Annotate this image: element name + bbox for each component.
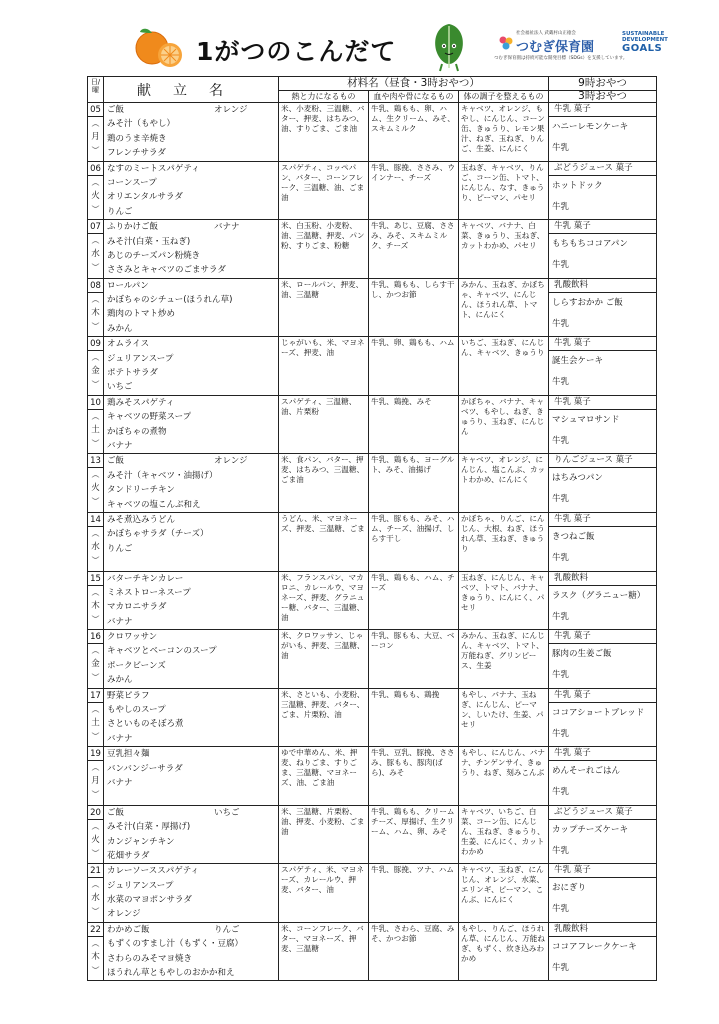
menu-cell: [104, 864, 279, 923]
bracket-top: ︵: [91, 236, 100, 246]
menu-row: [88, 337, 657, 396]
date-cell: [88, 220, 104, 279]
afternoon-drink: 牛乳: [552, 143, 570, 153]
menu-item: ご飯 オレンジ: [104, 103, 278, 117]
condition-ingredients: かぼちゃ、りんご、にんじん、大根、ねぎ、ほうれん草、玉ねぎ、きゅうり: [459, 512, 549, 571]
afternoon-snack: もちもちココアパン: [552, 239, 628, 250]
body-ingredients: 牛乳、鶏もも、クリームチーズ、厚揚げ、生クリーム、ハム、卵、みそ: [369, 805, 459, 864]
afternoon-drink: 牛乳: [552, 728, 570, 739]
energy-ingredients: スパゲティ、三温糖、油、片栗粉: [279, 395, 369, 454]
menu-item: ご飯 オレンジ: [104, 454, 278, 468]
menu-item: みそ汁（キャベツ・油揚げ）: [107, 470, 218, 481]
menu-row: [88, 571, 657, 630]
morning-snack: 牛乳 菓子: [549, 747, 656, 761]
weekday: 火: [91, 190, 100, 201]
bracket-bottom: ︶: [91, 380, 100, 390]
condition-ingredients: かぼちゃ、バナナ、キャベツ、もやし、ねぎ、きゅうり、玉ねぎ、にんじん: [459, 395, 549, 454]
condition-ingredients: みかん、玉ねぎ、かぼちゃ、キャベツ、にんじん、ほうれん草、トマト、にんにく: [459, 278, 549, 337]
condition-ingredients: みかん、玉ねぎ、にんじん、キャベツ、トマト、万能ねぎ、グリンピース、生姜: [459, 630, 549, 689]
menu-cell: [104, 454, 279, 513]
menu-cell: [104, 161, 279, 220]
menu-item: みかん: [107, 323, 133, 334]
afternoon-drink: 牛乳: [552, 962, 570, 973]
condition-ingredients: キャベツ、オレンジ、もやし、にんじん、コーン缶、きゅうり、レモン果汁、ねぎ、玉ねぎ、りんご、生姜、にんにく: [459, 103, 549, 162]
condition-ingredients: キャベツ、バナナ、白菜、きゅうり、玉ねぎ、カットわかめ、パセリ: [459, 220, 549, 279]
body-ingredients: 牛乳、豚もも、みそ、ハム、チーズ、油揚げ、しらす干し: [369, 512, 459, 571]
weekday: 土: [91, 717, 100, 728]
bracket-bottom: ︶: [91, 673, 100, 683]
body-ingredients: 牛乳、鶏挽、みそ: [369, 395, 459, 454]
condition-ingredients: キャベツ、オレンジ、にんじん、塩こんぶ、カットわかめ、にんにく: [459, 454, 549, 513]
snack-cell: [549, 220, 657, 279]
menu-row: [88, 454, 657, 513]
snack-cell: [549, 747, 657, 806]
date-cell: [88, 161, 104, 220]
date-cell: [88, 805, 104, 864]
menu-row: [88, 512, 657, 571]
date-cell: [88, 922, 104, 981]
menu-item: 豆乳担々麺: [107, 749, 150, 760]
energy-ingredients: 米、さといも、小麦粉、三温糖、押麦、バター、ごま、片栗粉、油: [279, 688, 369, 747]
menu-cell: [104, 922, 279, 981]
menu-item: りんご: [107, 206, 133, 217]
bracket-bottom: ︶: [91, 497, 100, 507]
bracket-top: ︵: [91, 938, 100, 948]
date-cell: [88, 103, 104, 162]
energy-ingredients: ゆで中華めん、米、押麦、ねりごま、すりごま、三温糖、マヨネーズ、油、ごま油: [279, 747, 369, 806]
menu-item: オムライス: [107, 339, 150, 350]
menu-item: りんご: [107, 543, 133, 554]
menu-row: [88, 103, 657, 162]
menu-item: バンバンジーサラダ: [107, 763, 183, 774]
menu-item: ささみとキャベツのごまサラダ: [107, 265, 226, 276]
menu-item: 野菜ピラフ: [107, 690, 150, 701]
bracket-bottom: ︶: [91, 907, 100, 917]
bracket-top: ︵: [91, 411, 100, 421]
menu-cell: [104, 571, 279, 630]
morning-snack: 牛乳 菓子: [549, 220, 656, 234]
bracket-top: ︵: [91, 294, 100, 304]
menu-item: みそ煮込みうどん: [107, 514, 176, 525]
snack-cell: [549, 922, 657, 981]
energy-ingredients: じゃがいも、米、マヨネーズ、押麦、油: [279, 337, 369, 396]
org-parent-name: 社会福祉法人 武蔵村山正徳会: [516, 31, 576, 36]
date-cell: [88, 278, 104, 337]
menu-item: バナナ: [107, 440, 133, 451]
snack-cell: [549, 278, 657, 337]
condition-ingredients: もやし、りんご、ほうれん草、にんじん、万能ねぎ、もずく、炊き込みわかめ: [459, 922, 549, 981]
bracket-top: ︵: [91, 470, 100, 480]
menu-item: ジュリアンスープ: [107, 880, 174, 891]
body-ingredients: 牛乳、豆乳、豚挽、ささみ、豚もも、豚肉(ばら)、みそ: [369, 747, 459, 806]
menu-cell: [104, 805, 279, 864]
weekday: 木: [91, 951, 100, 962]
body-ingredients: 牛乳、鶏もも、しらす干し、かつお節: [369, 278, 459, 337]
morning-snack: 牛乳 菓子: [549, 396, 656, 410]
afternoon-snack: ホットドック: [552, 180, 603, 191]
menu-item: 鶏肉のトマト炒め: [107, 309, 176, 320]
menu-item: マカロニサラダ: [107, 602, 167, 613]
date-cell: [88, 512, 104, 571]
bracket-top: ︵: [91, 704, 100, 714]
day-number: 10: [88, 396, 103, 410]
bracket-bottom: ︶: [91, 263, 100, 273]
energy-ingredients: 米、コーンフレーク、バター、マヨネーズ、押麦、三温糖: [279, 922, 369, 981]
menu-item: もやしのスープ: [107, 705, 166, 716]
afternoon-drink: 牛乳: [552, 611, 570, 622]
menu-item: ふりかけご飯 バナナ: [104, 220, 278, 234]
snack-cell: [549, 454, 657, 513]
menu-item: 鶏のうま辛焼き: [107, 133, 167, 144]
date-cell: [88, 864, 104, 923]
day-number: 17: [88, 689, 103, 703]
afternoon-drink: 牛乳: [552, 670, 570, 681]
bracket-top: ︵: [91, 119, 100, 128]
afternoon-snack: おにぎり: [552, 883, 587, 894]
day-number: 13: [88, 454, 103, 468]
body-ingredients: 牛乳、さわら、豆腐、みそ、かつお節: [369, 922, 459, 981]
morning-snack: 牛乳 菓子: [549, 103, 656, 117]
weekday: 木: [91, 307, 100, 318]
morning-snack: 乳酸飲料: [549, 572, 656, 586]
condition-ingredients: キャベツ、いちご、白菜、コーン缶、にんじん、玉ねぎ、きゅうり、生姜、にんにく、カットわかめ: [459, 805, 549, 864]
menu-item: カレーソーススパゲティ: [107, 866, 200, 877]
morning-snack: 牛乳 菓子: [549, 513, 656, 527]
morning-snack: 牛乳 菓子: [549, 864, 656, 878]
condition-ingredients: もやし、にんじん、バナナ、チンゲンサイ、きゅうり、ねぎ、刻みこんぶ: [459, 747, 549, 806]
menu-item: [104, 556, 278, 570]
menu-item: バナナ: [107, 777, 133, 788]
afternoon-snack: ココアショートブレッド: [552, 707, 645, 718]
organization-logo: [494, 30, 674, 66]
bracket-top: ︵: [91, 880, 100, 890]
bracket-bottom: ︶: [91, 731, 100, 741]
morning-snack: 乳酸飲料: [549, 279, 656, 293]
date-cell: [88, 454, 104, 513]
day-number: 20: [88, 806, 103, 820]
date-cell: [88, 747, 104, 806]
menu-header: 献立名: [104, 77, 279, 103]
body-ingredients: 牛乳、豚挽、ささみ、ウインナー、チーズ: [369, 161, 459, 220]
orange-icon: [132, 24, 184, 70]
menu-item: ご飯 いちご: [104, 806, 278, 820]
menu-item: 水菜のマヨポンサラダ: [107, 895, 192, 906]
menu-item: キャベツとベーコンのスープ: [107, 646, 217, 657]
menu-item: ポテトサラダ: [107, 368, 158, 379]
menu-cell: [104, 512, 279, 571]
menu-item: ロールパン: [107, 280, 149, 291]
menu-row: [88, 922, 657, 981]
body-ingredients: 牛乳、あじ、豆腐、ささみ、みそ、スキムミルク、チーズ: [369, 220, 459, 279]
body-ingredients: 牛乳、鶏もも、鶏挽: [369, 688, 459, 747]
tsumugi-logo-icon: [497, 34, 515, 52]
page-header: [0, 0, 719, 76]
date-cell: [88, 571, 104, 630]
energy-header: 熱と力になるもの: [279, 91, 369, 103]
menu-item: キャベツの野菜スープ: [107, 412, 192, 423]
menu-item: タンドリーチキン: [107, 485, 175, 496]
body-ingredients: 牛乳、鶏もも、ハム、チーズ: [369, 571, 459, 630]
menu-item: [104, 790, 278, 804]
snack-cell: [549, 805, 657, 864]
day-number: 15: [88, 572, 103, 586]
bracket-bottom: ︶: [91, 321, 100, 331]
condition-ingredients: いちご、玉ねぎ、にんじん、キャベツ、きゅうり: [459, 337, 549, 396]
menu-item: ほうれん草ともやしのおかか和え: [107, 968, 235, 979]
afternoon-drink: 牛乳: [552, 494, 570, 505]
snack-cell: [549, 395, 657, 454]
menu-cell: [104, 630, 279, 689]
afternoon-drink: 牛乳: [552, 318, 570, 329]
menu-cell: [104, 103, 279, 162]
energy-ingredients: スパゲティ、米、マヨネーズ、カレールウ、押麦、バター、油: [279, 864, 369, 923]
afternoon-snack: しらすおかか ご飯: [552, 297, 623, 308]
afternoon-snack: マシュマロサンド: [552, 414, 620, 425]
menu-item: かぼちゃの煮物: [107, 426, 167, 437]
date-cell: [88, 630, 104, 689]
morning-snack: ぶどうジュース 菓子: [549, 806, 656, 820]
afternoon-drink: 牛乳: [552, 552, 570, 563]
snack3-header: 3時おやつ: [549, 91, 657, 103]
afternoon-snack: ハニーレモンケーキ: [552, 122, 629, 132]
bracket-bottom: ︶: [91, 790, 100, 800]
weekday: 火: [91, 834, 100, 845]
menu-row: [88, 220, 657, 279]
bracket-top: ︵: [91, 353, 100, 363]
bracket-top: ︵: [91, 587, 100, 597]
menu-item: バナナ: [107, 733, 133, 744]
date-cell: [88, 688, 104, 747]
afternoon-drink: 牛乳: [552, 904, 570, 915]
menu-row: [88, 278, 657, 337]
menu-item: バターチキンカレー: [107, 573, 184, 584]
weekday: 水: [91, 893, 100, 904]
energy-ingredients: うどん、米、マヨネーズ、押麦、三温糖、ごま: [279, 512, 369, 571]
morning-snack: 牛乳 菓子: [549, 689, 656, 703]
body-ingredients: 牛乳、豚もも、大豆、ベーコン: [369, 630, 459, 689]
bracket-bottom: ︶: [91, 848, 100, 858]
bracket-top: ︵: [91, 646, 100, 656]
menu-item: キャベツの塩こんぶ和え: [107, 499, 201, 510]
menu-item: バナナ: [107, 616, 133, 627]
day-number: 14: [88, 513, 103, 527]
weekday: 月: [91, 776, 100, 787]
day-number: 05: [88, 103, 103, 117]
afternoon-drink: 牛乳: [552, 201, 570, 212]
page-title: 1がつのこんだて: [196, 37, 397, 66]
day-number: 06: [88, 162, 103, 176]
energy-ingredients: 米、クロワッサン、じゃがいも、押麦、三温糖、油: [279, 630, 369, 689]
afternoon-snack: きつねご飯: [552, 531, 595, 542]
afternoon-drink: 牛乳: [552, 787, 570, 798]
weekday: 土: [91, 424, 100, 435]
day-number: 19: [88, 747, 103, 761]
energy-ingredients: 米、白玉粉、小麦粉、油、三温糖、押麦、パン粉、すりごま、粉糖: [279, 220, 369, 279]
snack-cell: [549, 337, 657, 396]
snack-cell: [549, 630, 657, 689]
body-ingredients: 牛乳、鶏もも、ヨーグルト、みそ、油揚げ: [369, 454, 459, 513]
energy-ingredients: スパゲティ、コッペパン、バター、コーンフレーク、三温糖、油、ごま油: [279, 161, 369, 220]
menu-item: みそ汁(白菜・玉ねぎ): [107, 236, 191, 247]
menu-item: いちご: [107, 382, 133, 393]
menu-item: さといものそぼろ煮: [107, 719, 184, 730]
fruit-item: りんご: [214, 924, 240, 935]
snack-cell: [549, 688, 657, 747]
menu-row: [88, 395, 657, 454]
fruit-item: オレンジ: [214, 456, 248, 467]
afternoon-snack: はちみつパン: [552, 473, 603, 484]
menu-row: [88, 161, 657, 220]
weekday: 水: [91, 249, 100, 260]
snack-cell: [549, 103, 657, 162]
afternoon-snack: めんそーれごはん: [552, 766, 621, 777]
weekday: 金: [91, 659, 100, 670]
menu-item: ポークビーンズ: [107, 660, 166, 671]
snack-cell: [549, 864, 657, 923]
day-number: 09: [88, 337, 103, 351]
menu-item: 鶏みそスパゲティ: [107, 397, 175, 408]
bracket-top: ︵: [91, 177, 100, 187]
energy-ingredients: 米、食パン、バター、押麦、はちみつ、三温糖、ごま油: [279, 454, 369, 513]
menu-item: もずくのすまし汁（もずく・豆腐）: [107, 939, 244, 950]
menu-item: かぼちゃのシチュー(ほうれん草): [107, 295, 233, 306]
menu-row: [88, 747, 657, 806]
afternoon-drink: 牛乳: [552, 377, 570, 388]
menu-item: かぼちゃサラダ（チーズ）: [107, 529, 209, 540]
bracket-top: ︵: [91, 763, 100, 773]
afternoon-snack: ラスク（グラニュー糖）: [552, 590, 646, 601]
condition-ingredients: キャベツ、玉ねぎ、にんじん、オレンジ、水菜、エリンギ、ピーマン、こんぶ、にんにく: [459, 864, 549, 923]
morning-snack: 牛乳 菓子: [549, 337, 656, 351]
bracket-bottom: ︶: [91, 146, 100, 155]
menu-item: わかめご飯 りんご: [104, 923, 278, 937]
date-header: 日/曜: [88, 77, 104, 103]
menu-cell: [104, 747, 279, 806]
body-ingredients: 牛乳、卵、鶏もも、ハム: [369, 337, 459, 396]
snack-cell: [549, 571, 657, 630]
menu-item: 花畑サラダ: [107, 850, 150, 861]
menu-item: あじのチーズパン粉焼き: [107, 250, 201, 261]
condition-ingredients: 玉ねぎ、キャベツ、りんご、コーン缶、トマト、にんじん、なす、きゅうり、ピーマン、パセリ: [459, 161, 549, 220]
energy-ingredients: 米、ロールパン、押麦、油、三温糖: [279, 278, 369, 337]
menu-item: オレンジ: [107, 909, 141, 920]
morning-snack: 乳酸飲料: [549, 923, 656, 937]
menu-item: みそ汁（もやし）: [107, 119, 176, 130]
spinach-character-icon: [430, 20, 468, 72]
afternoon-drink: 牛乳: [552, 435, 570, 446]
afternoon-snack: ココアフレークケーキ: [552, 941, 637, 952]
day-number: 22: [88, 923, 103, 937]
condition-header: 体の調子を整えるもの: [459, 91, 549, 103]
day-number: 08: [88, 279, 103, 293]
energy-ingredients: 米、フランスパン、マカロニ、カレールウ、マヨネーズ、押麦、グラニュー糖、バター、三温糖、油: [279, 571, 369, 630]
afternoon-drink: 牛乳: [552, 260, 570, 271]
fruit-item: オレンジ: [214, 105, 248, 115]
condition-ingredients: もやし、バナナ、玉ねぎ、にんじん、ピーマン、しいたけ、生姜、パセリ: [459, 688, 549, 747]
menu-cell: [104, 688, 279, 747]
weekday: 火: [91, 483, 100, 494]
bracket-bottom: ︶: [91, 438, 100, 448]
morning-snack: 牛乳 菓子: [549, 630, 656, 644]
menu-row: [88, 688, 657, 747]
snack9-header: 9時おやつ: [549, 77, 657, 91]
energy-ingredients: 米、小麦粉、三温糖、バター、押麦、はちみつ、油、すりごま、ごま油: [279, 103, 369, 162]
bracket-bottom: ︶: [91, 965, 100, 975]
org-name: つむぎ保育園: [516, 40, 595, 55]
afternoon-snack: カップチーズケーキ: [552, 824, 628, 835]
snack-cell: [549, 512, 657, 571]
menu-row: [88, 630, 657, 689]
menu-cell: [104, 278, 279, 337]
body-header: 血や肉や骨になるもの: [369, 91, 459, 103]
sdgs-caption: つむぎ保育園は持続可能な開発目標（SDGs）を支援しています。: [494, 56, 628, 61]
day-number: 16: [88, 630, 103, 644]
bracket-bottom: ︶: [91, 614, 100, 624]
condition-ingredients: 玉ねぎ、にんじん、キャベツ、トマト、バナナ、きゅうり、にんにく、パセリ: [459, 571, 549, 630]
menu-item: みそ汁(白菜・厚揚げ): [107, 822, 191, 833]
menu-cell: [104, 220, 279, 279]
menu-item: ジュリアンスープ: [107, 353, 174, 364]
body-ingredients: 牛乳、鶏もも、卵、ハム、生クリーム、みそ、スキムミルク: [369, 103, 459, 162]
menu-row: [88, 805, 657, 864]
menu-row: [88, 864, 657, 923]
menu-item: クロワッサン: [107, 632, 158, 643]
morning-snack: ぶどうジュース 菓子: [549, 162, 656, 176]
menu-cell: [104, 395, 279, 454]
date-cell: [88, 337, 104, 396]
afternoon-drink: 牛乳: [552, 845, 570, 856]
bracket-top: ︵: [91, 821, 100, 831]
day-number: 07: [88, 220, 103, 234]
snack-cell: [549, 161, 657, 220]
weekday: 月: [91, 132, 100, 142]
fruit-item: バナナ: [214, 222, 240, 233]
day-number: 21: [88, 864, 103, 878]
bracket-top: ︵: [91, 528, 100, 538]
menu-item: ミネストローネスープ: [107, 587, 191, 598]
body-ingredients: 牛乳、豚挽、ツナ、ハム: [369, 864, 459, 923]
sdgs-logo: SUSTAINABLE DEVELOPMENT GOALS: [622, 31, 668, 54]
menu-item: フレンチサラダ: [107, 148, 166, 159]
menu-item: カンジャンチキン: [107, 836, 175, 847]
date-cell: [88, 395, 104, 454]
bracket-bottom: ︶: [91, 204, 100, 214]
morning-snack: りんごジュース 菓子: [549, 454, 656, 468]
afternoon-snack: 誕生会ケーキ: [552, 356, 604, 367]
materials-header: 材料名（昼食・3時おやつ）: [279, 77, 549, 91]
energy-ingredients: 米、三温糖、片栗粉、油、押麦、小麦粉、ごま油: [279, 805, 369, 864]
afternoon-snack: 豚肉の生姜ご飯: [552, 649, 612, 660]
menu-item: オリエンタルサラダ: [107, 192, 183, 203]
weekday: 金: [91, 366, 100, 377]
menu-item: なすのミートスパゲティ: [107, 163, 200, 174]
bracket-bottom: ︶: [91, 555, 100, 565]
menu-item: コーンスープ: [107, 177, 157, 188]
weekday: 水: [91, 541, 100, 552]
fruit-item: いちご: [214, 807, 240, 818]
weekday: 木: [91, 600, 100, 611]
menu-cell: [104, 337, 279, 396]
menu-table: [87, 76, 657, 981]
menu-item: みかん: [107, 675, 133, 686]
menu-item: さわらのみそマヨ焼き: [107, 953, 193, 964]
